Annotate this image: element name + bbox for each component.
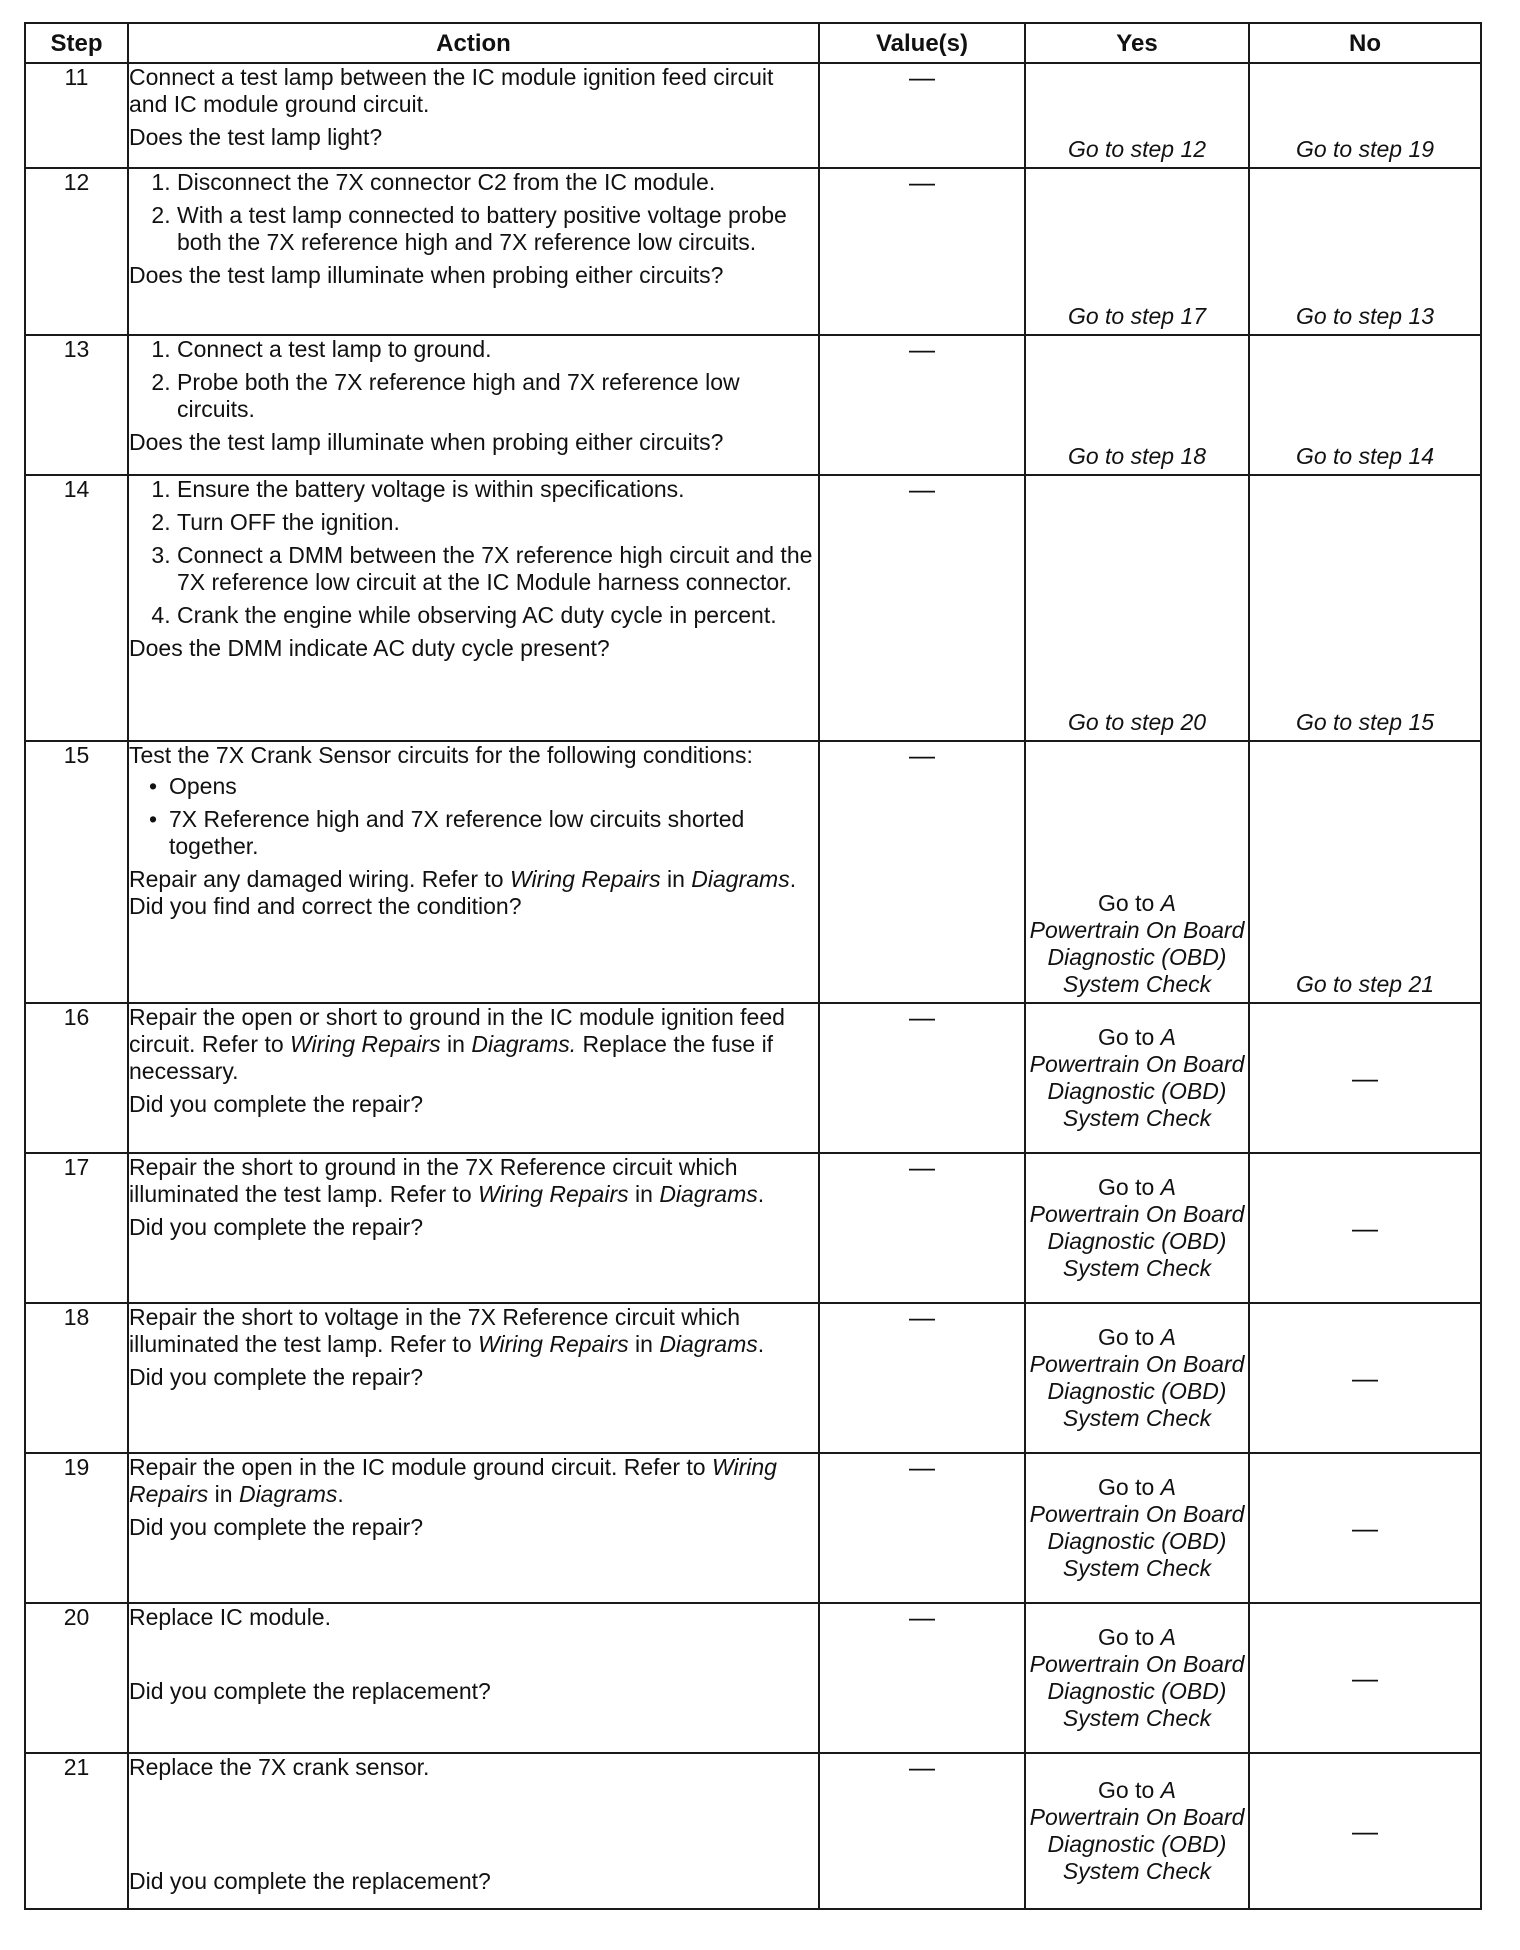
- no-cell: Go to step 14: [1249, 335, 1481, 475]
- repair-text: Repair any damaged wiring. Refer to Wiring Repairs in Diagrams.: [129, 866, 797, 892]
- action-step: 2. With a test lamp connected to battery positive voltage probe both the 7X reference high and 7X reference low circuits.: [177, 202, 818, 256]
- action-question: Does the DMM indicate AC duty cycle present?: [129, 635, 610, 661]
- step-number: 21: [25, 1753, 128, 1909]
- action-step: 1. Connect a test lamp to ground.: [177, 336, 818, 363]
- action-cell: [128, 63, 819, 168]
- table-row: [25, 63, 1481, 168]
- yes-cell: [1025, 1603, 1249, 1753]
- action-question: Does the test lamp light?: [129, 124, 383, 150]
- value-cell: —: [819, 1453, 1025, 1603]
- table-row: [25, 168, 1481, 335]
- value-cell: —: [819, 1603, 1025, 1753]
- yes-cell: [1025, 1453, 1249, 1603]
- action-text: Replace IC module.: [129, 1604, 331, 1630]
- yes-cell: Go to step 20: [1025, 475, 1249, 741]
- action-cell: [128, 1453, 819, 1603]
- action-steps: [129, 169, 818, 256]
- action-text: Repair the open in the IC module ground circuit. Refer to Wiring Repairs in Diagrams.: [129, 1454, 777, 1507]
- step-number: 17: [25, 1153, 128, 1303]
- action-cell: [128, 1303, 819, 1453]
- action-question: Did you complete the replacement?: [129, 1868, 491, 1894]
- action-question: Did you complete the repair?: [129, 1514, 424, 1540]
- step-number: 12: [25, 168, 128, 335]
- value-cell: —: [819, 335, 1025, 475]
- action-steps: [129, 336, 818, 423]
- yes-cell: Go to step 12: [1025, 63, 1249, 168]
- obd-check-link: Go to A Powertrain On Board Diagnostic (OBD) System Check: [1029, 1174, 1245, 1281]
- action-question: Does the test lamp illuminate when probing either circuits?: [129, 262, 724, 288]
- value-cell: —: [819, 1003, 1025, 1153]
- table-row: [25, 1303, 1481, 1453]
- step-number: 19: [25, 1453, 128, 1603]
- obd-check-link: Go to A Powertrain On Board Diagnostic (OBD) System Check: [1029, 890, 1245, 997]
- action-question: Did you complete the repair?: [129, 1364, 424, 1390]
- table-row: [25, 335, 1481, 475]
- table-row: [25, 1003, 1481, 1153]
- action-step: 1. Ensure the battery voltage is within specifications.: [177, 476, 818, 503]
- no-cell: —: [1249, 1003, 1481, 1153]
- header-no: No: [1249, 23, 1481, 63]
- action-question: Did you complete the repair?: [129, 1214, 424, 1240]
- condition-list: [129, 773, 818, 860]
- action-question: Does the test lamp illuminate when probing either circuits?: [129, 429, 724, 455]
- table-row: [25, 1453, 1481, 1603]
- step-number: 18: [25, 1303, 128, 1453]
- action-text: Test the 7X Crank Sensor circuits for the following conditions:: [129, 742, 753, 768]
- no-cell: —: [1249, 1453, 1481, 1603]
- obd-check-link: Go to A Powertrain On Board Diagnostic (OBD) System Check: [1029, 1777, 1245, 1884]
- obd-check-link: Go to A Powertrain On Board Diagnostic (OBD) System Check: [1029, 1324, 1245, 1431]
- action-cell: [128, 1753, 819, 1909]
- header-row: [25, 23, 1481, 63]
- no-cell: Go to step 19: [1249, 63, 1481, 168]
- value-cell: —: [819, 475, 1025, 741]
- action-cell: [128, 1003, 819, 1153]
- action-steps: [129, 476, 818, 629]
- header-yes: Yes: [1025, 23, 1249, 63]
- action-step: 3. Connect a DMM between the 7X reference high circuit and the 7X reference low circuit at the IC Module harness connector.: [177, 542, 818, 596]
- value-cell: —: [819, 168, 1025, 335]
- condition-item: • Opens: [169, 773, 818, 800]
- diagnostic-table: [24, 22, 1482, 1910]
- yes-cell: Go to step 17: [1025, 168, 1249, 335]
- obd-check-link: Go to A Powertrain On Board Diagnostic (OBD) System Check: [1029, 1624, 1245, 1731]
- header-action: Action: [128, 23, 819, 63]
- step-number: 14: [25, 475, 128, 741]
- action-text: Replace the 7X crank sensor.: [129, 1754, 430, 1780]
- no-cell: Go to step 21: [1249, 741, 1481, 1003]
- no-cell: —: [1249, 1303, 1481, 1453]
- value-cell: —: [819, 1153, 1025, 1303]
- action-step: 4. Crank the engine while observing AC duty cycle in percent.: [177, 602, 818, 629]
- yes-cell: Go to step 18: [1025, 335, 1249, 475]
- step-number: 15: [25, 741, 128, 1003]
- step-number: 16: [25, 1003, 128, 1153]
- action-question: Did you complete the replacement?: [129, 1678, 491, 1704]
- yes-cell: [1025, 1303, 1249, 1453]
- no-cell: Go to step 15: [1249, 475, 1481, 741]
- action-cell: [128, 475, 819, 741]
- action-text: Repair the open or short to ground in the IC module ignition feed circuit. Refer to Wiring Repairs in Diagrams. Replace the fuse if necessary.: [129, 1004, 785, 1084]
- condition-item: • 7X Reference high and 7X reference low circuits shorted together.: [169, 806, 818, 860]
- table-row: [25, 741, 1481, 1003]
- yes-cell: [1025, 1003, 1249, 1153]
- action-text: Repair the short to ground in the 7X Reference circuit which illuminated the test lamp. Refer to Wiring Repairs in Diagrams.: [129, 1154, 765, 1207]
- action-cell: [128, 335, 819, 475]
- table-row: [25, 1603, 1481, 1753]
- action-cell: [128, 1603, 819, 1753]
- obd-check-link: Go to A Powertrain On Board Diagnostic (OBD) System Check: [1029, 1024, 1245, 1131]
- no-cell: —: [1249, 1753, 1481, 1909]
- header-values: Value(s): [819, 23, 1025, 63]
- table-row: [25, 1153, 1481, 1303]
- yes-cell: [1025, 1153, 1249, 1303]
- no-cell: Go to step 13: [1249, 168, 1481, 335]
- action-step: 2. Probe both the 7X reference high and 7X reference low circuits.: [177, 369, 818, 423]
- no-cell: —: [1249, 1603, 1481, 1753]
- action-cell: [128, 168, 819, 335]
- action-cell: [128, 1153, 819, 1303]
- action-text: Connect a test lamp between the IC module ignition feed circuit and IC module ground circuit.: [129, 64, 774, 117]
- action-question: Did you complete the repair?: [129, 1091, 424, 1117]
- action-text: Repair the short to voltage in the 7X Reference circuit which illuminated the test lamp. Refer to Wiring Repairs in Diagrams.: [129, 1304, 765, 1357]
- value-cell: —: [819, 1753, 1025, 1909]
- action-question: Did you find and correct the condition?: [129, 893, 522, 919]
- yes-cell: [1025, 741, 1249, 1003]
- header-step: Step: [25, 23, 128, 63]
- value-cell: —: [819, 63, 1025, 168]
- step-number: 20: [25, 1603, 128, 1753]
- step-number: 11: [25, 63, 128, 168]
- action-step: 1. Disconnect the 7X connector C2 from the IC module.: [177, 169, 818, 196]
- yes-cell: [1025, 1753, 1249, 1909]
- no-cell: —: [1249, 1153, 1481, 1303]
- obd-check-link: Go to A Powertrain On Board Diagnostic (OBD) System Check: [1029, 1474, 1245, 1581]
- value-cell: —: [819, 741, 1025, 1003]
- value-cell: —: [819, 1303, 1025, 1453]
- table-row: [25, 475, 1481, 741]
- action-step: 2. Turn OFF the ignition.: [177, 509, 818, 536]
- table-row: [25, 1753, 1481, 1909]
- action-cell: [128, 741, 819, 1003]
- step-number: 13: [25, 335, 128, 475]
